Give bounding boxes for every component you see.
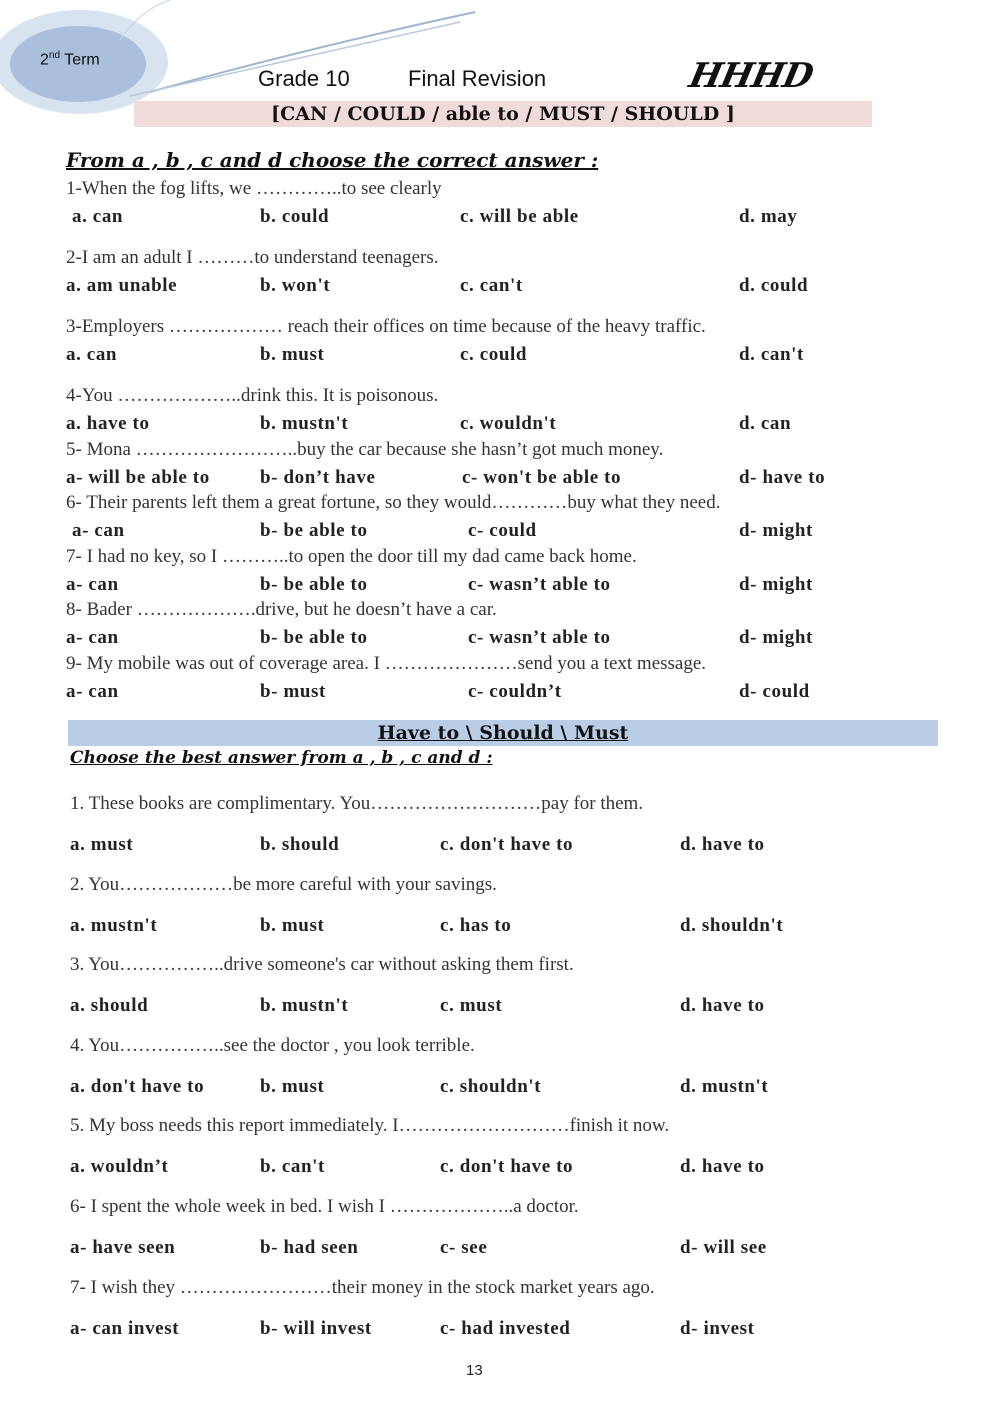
answer-option[interactable]: b- be able to bbox=[260, 627, 368, 648]
answer-option[interactable]: b- must bbox=[260, 681, 326, 702]
answer-option[interactable]: d. can't bbox=[739, 344, 804, 365]
answer-option[interactable]: a. can bbox=[66, 344, 118, 365]
answer-option[interactable]: d- could bbox=[739, 681, 810, 702]
answer-option[interactable]: b- be able to bbox=[260, 574, 368, 595]
grade-label: Grade 10 bbox=[258, 66, 350, 91]
answer-option[interactable]: c. has to bbox=[440, 915, 512, 936]
term-label: 2nd Term bbox=[40, 50, 100, 69]
answer-option[interactable]: c. will be able bbox=[460, 206, 579, 227]
answer-option[interactable]: d- have to bbox=[739, 467, 826, 488]
question-text: 5- Mona ……………………..buy the car because she hasn’t got much money. bbox=[66, 439, 664, 460]
answer-option[interactable]: c. shouldn't bbox=[440, 1076, 542, 1097]
answer-option[interactable]: d. could bbox=[739, 275, 809, 296]
answer-option[interactable]: b. must bbox=[260, 1076, 325, 1097]
answer-option[interactable]: a- will be able to bbox=[66, 467, 210, 488]
answer-option[interactable]: c- could bbox=[468, 520, 537, 541]
answer-option[interactable]: b- will invest bbox=[260, 1318, 372, 1339]
answer-option[interactable]: a- can bbox=[66, 681, 119, 702]
answer-option[interactable]: d- might bbox=[739, 627, 813, 648]
answer-option[interactable]: b. can't bbox=[260, 1156, 325, 1177]
answer-option[interactable]: a. am unable bbox=[66, 275, 178, 296]
answer-option[interactable]: c. could bbox=[460, 344, 528, 365]
answer-option[interactable]: d. may bbox=[739, 206, 798, 227]
answer-option[interactable]: c. don't have to bbox=[440, 834, 574, 855]
question-text: 6- Their parents left them a great fortune, so they would…………buy what they need. bbox=[66, 492, 721, 513]
answer-option[interactable]: d. shouldn't bbox=[680, 915, 784, 936]
answer-option[interactable]: a- can bbox=[72, 520, 125, 541]
answer-option[interactable]: d. have to bbox=[680, 995, 765, 1016]
answer-option[interactable]: c. wouldn't bbox=[460, 413, 557, 434]
answer-option[interactable]: a. mustn't bbox=[70, 915, 158, 936]
page-number: 13 bbox=[466, 1362, 483, 1379]
answer-option[interactable]: a- can invest bbox=[70, 1318, 180, 1339]
answer-option[interactable]: d- invest bbox=[680, 1318, 755, 1339]
answer-option[interactable]: c- wasn’t able to bbox=[468, 627, 611, 648]
answer-option[interactable]: d- will see bbox=[680, 1237, 767, 1258]
question-text: 9- My mobile was out of coverage area. I …………………send you a text message. bbox=[66, 653, 707, 674]
answer-option[interactable]: a. wouldn’t bbox=[70, 1156, 169, 1177]
question-text: 4-You ………………..drink this. It is poisonous. bbox=[66, 385, 439, 406]
answer-option[interactable]: a. should bbox=[70, 995, 149, 1016]
answer-option[interactable]: d. mustn't bbox=[680, 1076, 769, 1097]
answer-option[interactable]: a. don't have to bbox=[70, 1076, 205, 1097]
answer-option[interactable]: c- had invested bbox=[440, 1318, 571, 1339]
answer-option[interactable]: b. mustn't bbox=[260, 995, 349, 1016]
question-text: 4. You……………..see the doctor , you look terrible. bbox=[70, 1035, 475, 1056]
section2-instruction: Choose the best answer from a , b , c and d : bbox=[70, 748, 493, 768]
answer-option[interactable]: b- had seen bbox=[260, 1237, 359, 1258]
question-text: 3. You……………..drive someone's car without asking them first. bbox=[70, 954, 574, 975]
answer-option[interactable]: b. mustn't bbox=[260, 413, 349, 434]
section2-banner: Have to \ Should \ Must bbox=[68, 720, 938, 746]
page-title: Final Revision bbox=[408, 66, 547, 91]
answer-option[interactable]: c- see bbox=[440, 1237, 488, 1258]
answer-option[interactable]: c- wasn’t able to bbox=[468, 574, 611, 595]
answer-option[interactable]: b. won't bbox=[260, 275, 331, 296]
answer-option[interactable]: a. have to bbox=[66, 413, 150, 434]
answer-option[interactable]: d- might bbox=[739, 574, 813, 595]
answer-option[interactable]: b. could bbox=[260, 206, 330, 227]
question-text: 8- Bader ……………….drive, but he doesn’t have a car. bbox=[66, 599, 497, 620]
author-signature: HHHD bbox=[685, 56, 817, 96]
question-text: 3-Employers ……………… reach their offices on time because of the heavy traffic. bbox=[66, 316, 706, 337]
answer-option[interactable]: c. don't have to bbox=[440, 1156, 574, 1177]
question-text: 2-I am an adult I ………to understand teenagers. bbox=[66, 247, 439, 268]
answer-option[interactable]: b- be able to bbox=[260, 520, 368, 541]
answer-option[interactable]: a- can bbox=[66, 574, 119, 595]
section1-instruction: From a , b , c and d choose the correct answer : bbox=[66, 148, 599, 172]
answer-option[interactable]: d- might bbox=[739, 520, 813, 541]
answer-option[interactable]: b. must bbox=[260, 344, 325, 365]
answer-option[interactable]: c- couldn’t bbox=[468, 681, 562, 702]
answer-option[interactable]: a. can bbox=[72, 206, 124, 227]
question-text: 7- I had no key, so I ………..to open the door till my dad came back home. bbox=[66, 546, 637, 567]
question-text: 5. My boss needs this report immediately. I………………………finish it now. bbox=[70, 1115, 670, 1136]
answer-option[interactable]: c. must bbox=[440, 995, 503, 1016]
answer-option[interactable]: c. can't bbox=[460, 275, 523, 296]
answer-option[interactable]: b. should bbox=[260, 834, 340, 855]
question-text: 1-When the fog lifts, we …………..to see clearly bbox=[66, 178, 442, 199]
answer-option[interactable]: b- don’t have bbox=[260, 467, 376, 488]
question-text: 6- I spent the whole week in bed. I wish I ………………..a doctor. bbox=[70, 1196, 579, 1217]
answer-option[interactable]: c- won't be able to bbox=[462, 467, 622, 488]
answer-option[interactable]: d. have to bbox=[680, 834, 765, 855]
question-text: 7- I wish they ……………………their money in the stock market years ago. bbox=[70, 1277, 655, 1298]
topic-banner: [CAN / COULD / able to / MUST / SHOULD ] bbox=[134, 101, 872, 127]
answer-option[interactable]: d. can bbox=[739, 413, 792, 434]
answer-option[interactable]: d. have to bbox=[680, 1156, 765, 1177]
answer-option[interactable]: a- have seen bbox=[70, 1237, 176, 1258]
answer-option[interactable]: a- can bbox=[66, 627, 119, 648]
question-text: 2. You………………be more careful with your savings. bbox=[70, 874, 497, 895]
answer-option[interactable]: a. must bbox=[70, 834, 134, 855]
question-text: 1. These books are complimentary. You………………………pay for them. bbox=[70, 793, 644, 814]
answer-option[interactable]: b. must bbox=[260, 915, 325, 936]
